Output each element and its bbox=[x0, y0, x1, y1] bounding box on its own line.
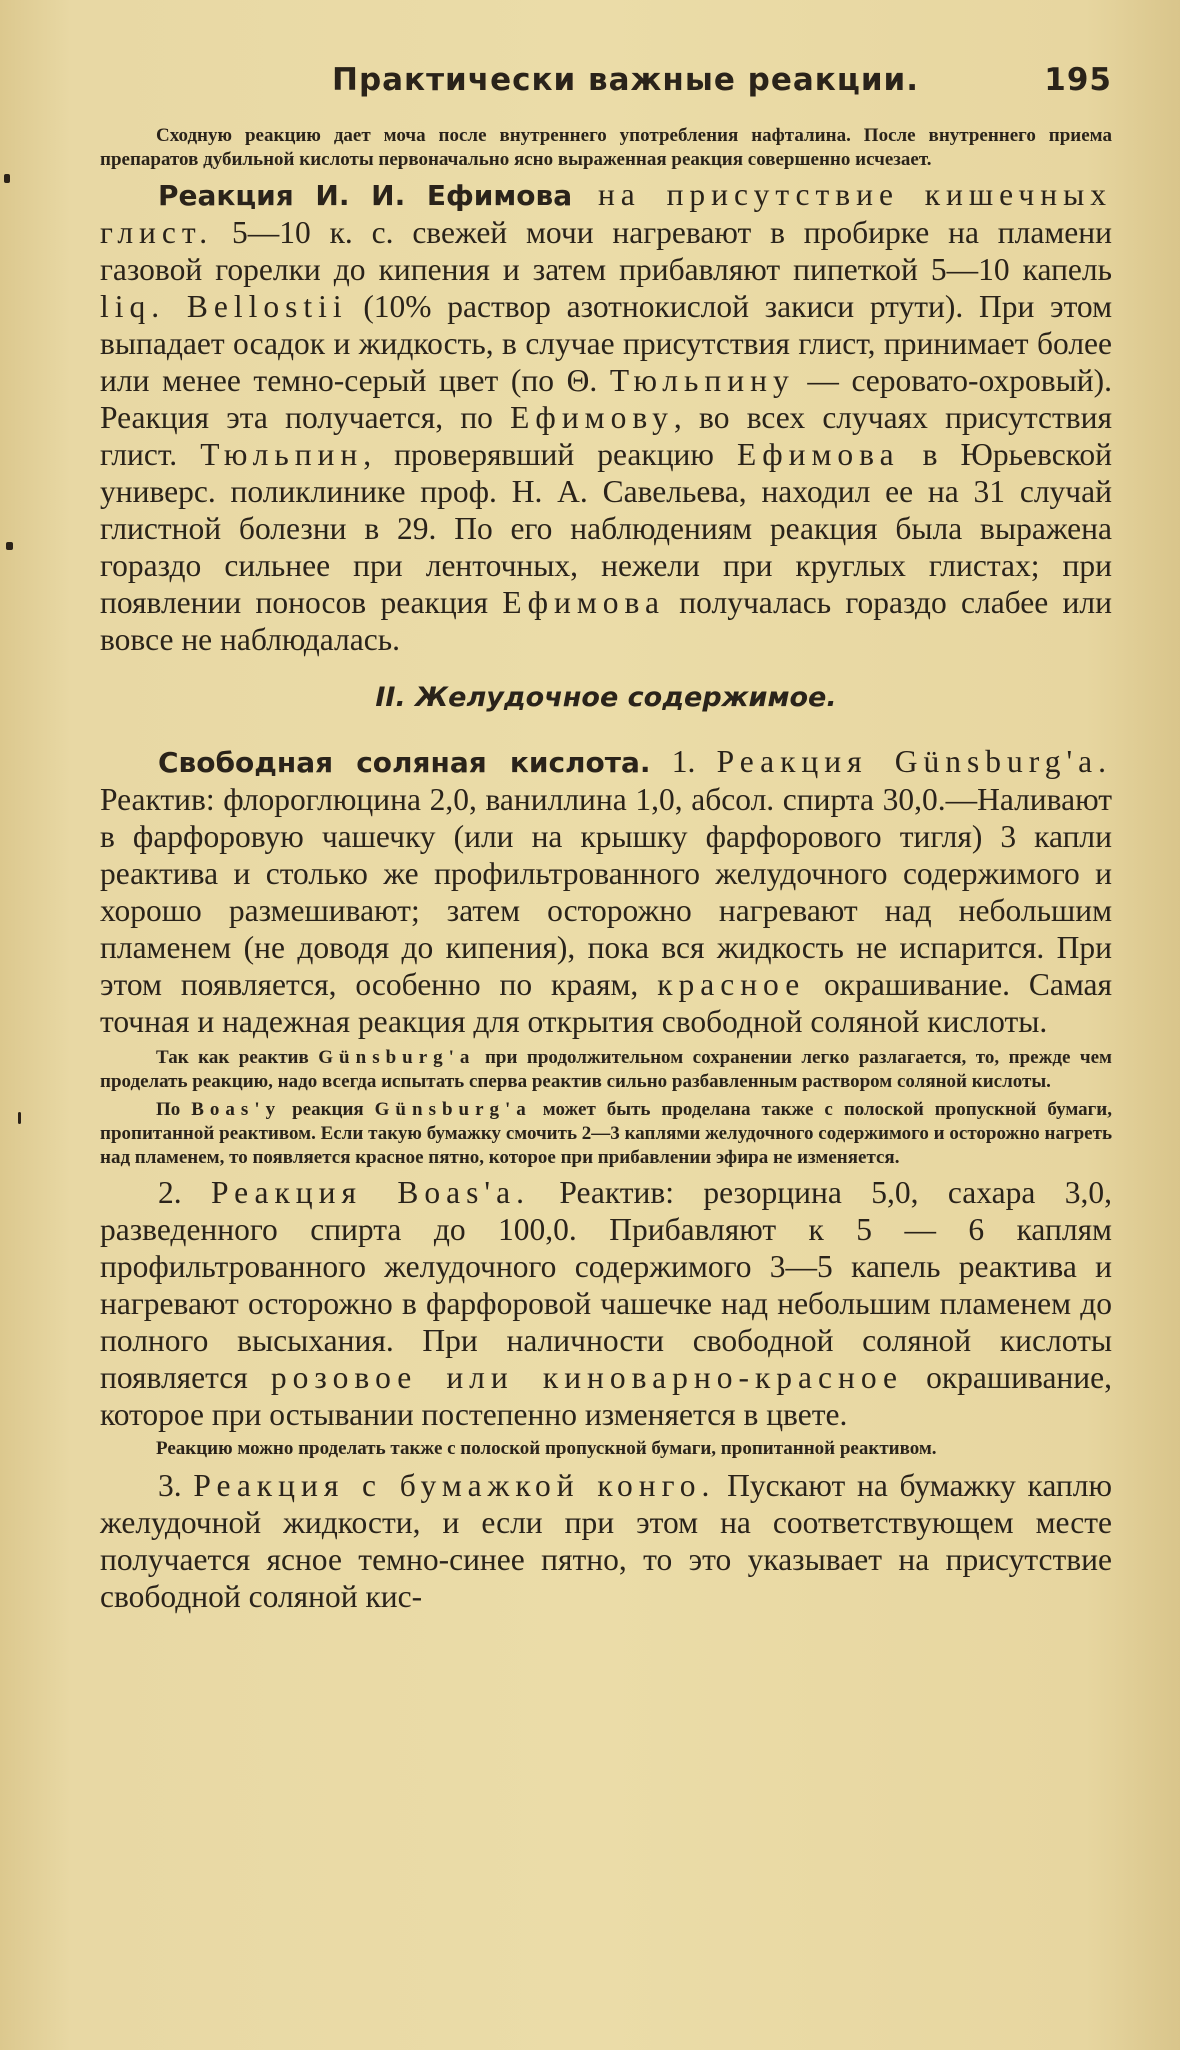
footnote-reagent-storage bbox=[100, 1046, 1112, 1094]
paragraph-congo bbox=[100, 1467, 1112, 1615]
color-term: красное bbox=[657, 967, 806, 1002]
person-name: Günsburg'a bbox=[374, 1099, 532, 1120]
paragraph-text: Реактив: резорцина 5,0, сахара 3,0, разведенного спирта до 100,0. Прибавляют к 5 — 6 каплям профильтрованного желудочного содержимого 3—5 капель реактива и нагревают осторожно в фарфоровой чашечке над небольшим пламенем до полного высыхания. При наличности свободной соляной кислоты появляется bbox=[100, 1175, 1112, 1395]
paragraph-text: , проверявший реакцию bbox=[363, 437, 737, 472]
page-number: 195 bbox=[1044, 62, 1112, 98]
footnote-naphthalene: Сходную реакцию дает моча после внутреннего употребления нафталина. После внутреннего приема препаратов дубильной кислоты первоначально ясно выраженная реакция совершенно исчезает. bbox=[100, 125, 1112, 170]
section-heading: II. Желудочное содержимое. bbox=[375, 682, 837, 713]
paragraph-efimov bbox=[100, 176, 1112, 658]
person-name: Тюльпину bbox=[609, 363, 795, 398]
paragraph-text: (10% раствор азотнокислой закиси ртути). При этом выпадает осадок и жидкость, в случае присутствия глист, принимает более или менее темно-серый цвет (по Θ. bbox=[100, 289, 1112, 398]
running-title: Практически важные реакции. bbox=[332, 62, 920, 98]
person-name: Тюльпин bbox=[200, 437, 364, 472]
margin-mark bbox=[4, 174, 10, 183]
paragraph-boas bbox=[100, 1174, 1112, 1433]
margin-mark bbox=[18, 1112, 21, 1124]
paragraph-text: окрашивание, которое при остывании постепенно изменяется в цвете. bbox=[100, 1360, 1112, 1432]
note-text: при продолжительном сохранении легко разлагается, то, прежде чем проделать реакцию, надо всегда испытать сперва реактив сильно разбавленным раствором соляной кислоты. bbox=[100, 1047, 1112, 1092]
note-text: может быть проделана также с полоской пропускной бумаги, пропитанной реактивом. Если такую бумажку смочить 2—3 каплями желудочного содержимого и осторожно нагреть над пламенем, то появляется красное пятно, которое при прибавлении эфира не изменяется. bbox=[100, 1099, 1113, 1168]
running-header bbox=[100, 62, 1112, 98]
note-text: реакция bbox=[281, 1099, 375, 1120]
reaction-heading: Реакция И. И. Ефимова bbox=[158, 179, 573, 212]
paragraph-text: получалась гораздо слабее или вовсе не наблюдалась. bbox=[100, 585, 1112, 657]
reaction-name: Реакция Boas'a. bbox=[211, 1175, 530, 1210]
paragraph-gunsburg bbox=[100, 743, 1112, 1040]
reaction-name: Реакция Günsburg'a. bbox=[716, 744, 1113, 779]
reaction-name: Реакция с бумажкой конго. bbox=[193, 1468, 716, 1503]
color-term: розовое или киноварно-красное bbox=[270, 1360, 903, 1395]
person-name: Ефимова bbox=[502, 585, 665, 620]
reaction-number: 1. bbox=[650, 744, 717, 779]
note-text: Так как реактив bbox=[156, 1047, 319, 1068]
person-name: Günsburg'a bbox=[318, 1047, 476, 1068]
note-text: По bbox=[156, 1099, 192, 1120]
paragraph-text: в Юрьевской универс. поликлинике проф. Н. А. Савельева, находил ее на 31 случай глистной болезни в 29. По его наблюдениям реакция была выражена гораздо сильнее при ленточных, нежели при круглых глистах; при появлении поносов реакция bbox=[100, 437, 1113, 620]
paragraph-text: Реактив: флороглюцина 2,0, ваниллина 1,0, абсол. спирта 30,0.—Наливают в фарфоровую чашечку (или на крышку фарфорового тигля) 3 капли реактива и столько же профильтрованного желудочного содержимого и хорошо размешивают; затем осторожно нагревают над небольшим пламенем (не доводя до кипения), пока вся жидкость не испарится. При этом появляется, особенно по краям, bbox=[100, 782, 1112, 1002]
paragraph-text: Пускают на бумажку каплю желудочной жидкости, и если при этом на соответствующем месте получается ясное темно-синее пятно, то это указывает на присутствие свободной соляной кис- bbox=[100, 1468, 1113, 1614]
footnote-boas-paper bbox=[100, 1098, 1112, 1170]
page-content bbox=[100, 62, 1112, 1615]
paragraph-text: окрашивание. Самая точная и надежная реакция для открытия свободной соляной кислоты. bbox=[100, 967, 1113, 1039]
subsection-heading: Свободная соляная кислота. bbox=[158, 746, 651, 779]
paragraph-text: , во всех случаях присутствия глист. bbox=[100, 400, 1112, 472]
reaction-number: 3. bbox=[158, 1468, 194, 1503]
latin-term: liq. Bellostii bbox=[100, 289, 348, 324]
footnote-boas-paper-strip: Реакцию можно проделать также с полоской пропускной бумаги, пропитанной реактивом. bbox=[156, 1438, 937, 1459]
reaction-heading-rest: на присутствие кишечных глист. bbox=[100, 177, 1112, 250]
person-name: Ефимова bbox=[736, 437, 900, 472]
person-name: Boas'y bbox=[191, 1099, 282, 1120]
margin-mark bbox=[6, 542, 13, 550]
paragraph-text: 5—10 к. с. свежей мочи нагревают в пробирке на пламени газовой горелки до кипения и затем прибавляют пипеткой 5—10 капель bbox=[100, 215, 1112, 287]
person-name: Ефимову bbox=[510, 400, 674, 435]
paragraph-text: — серовато-охровый). Реакция эта получается, по bbox=[100, 363, 1112, 435]
reaction-number: 2. bbox=[158, 1175, 212, 1210]
